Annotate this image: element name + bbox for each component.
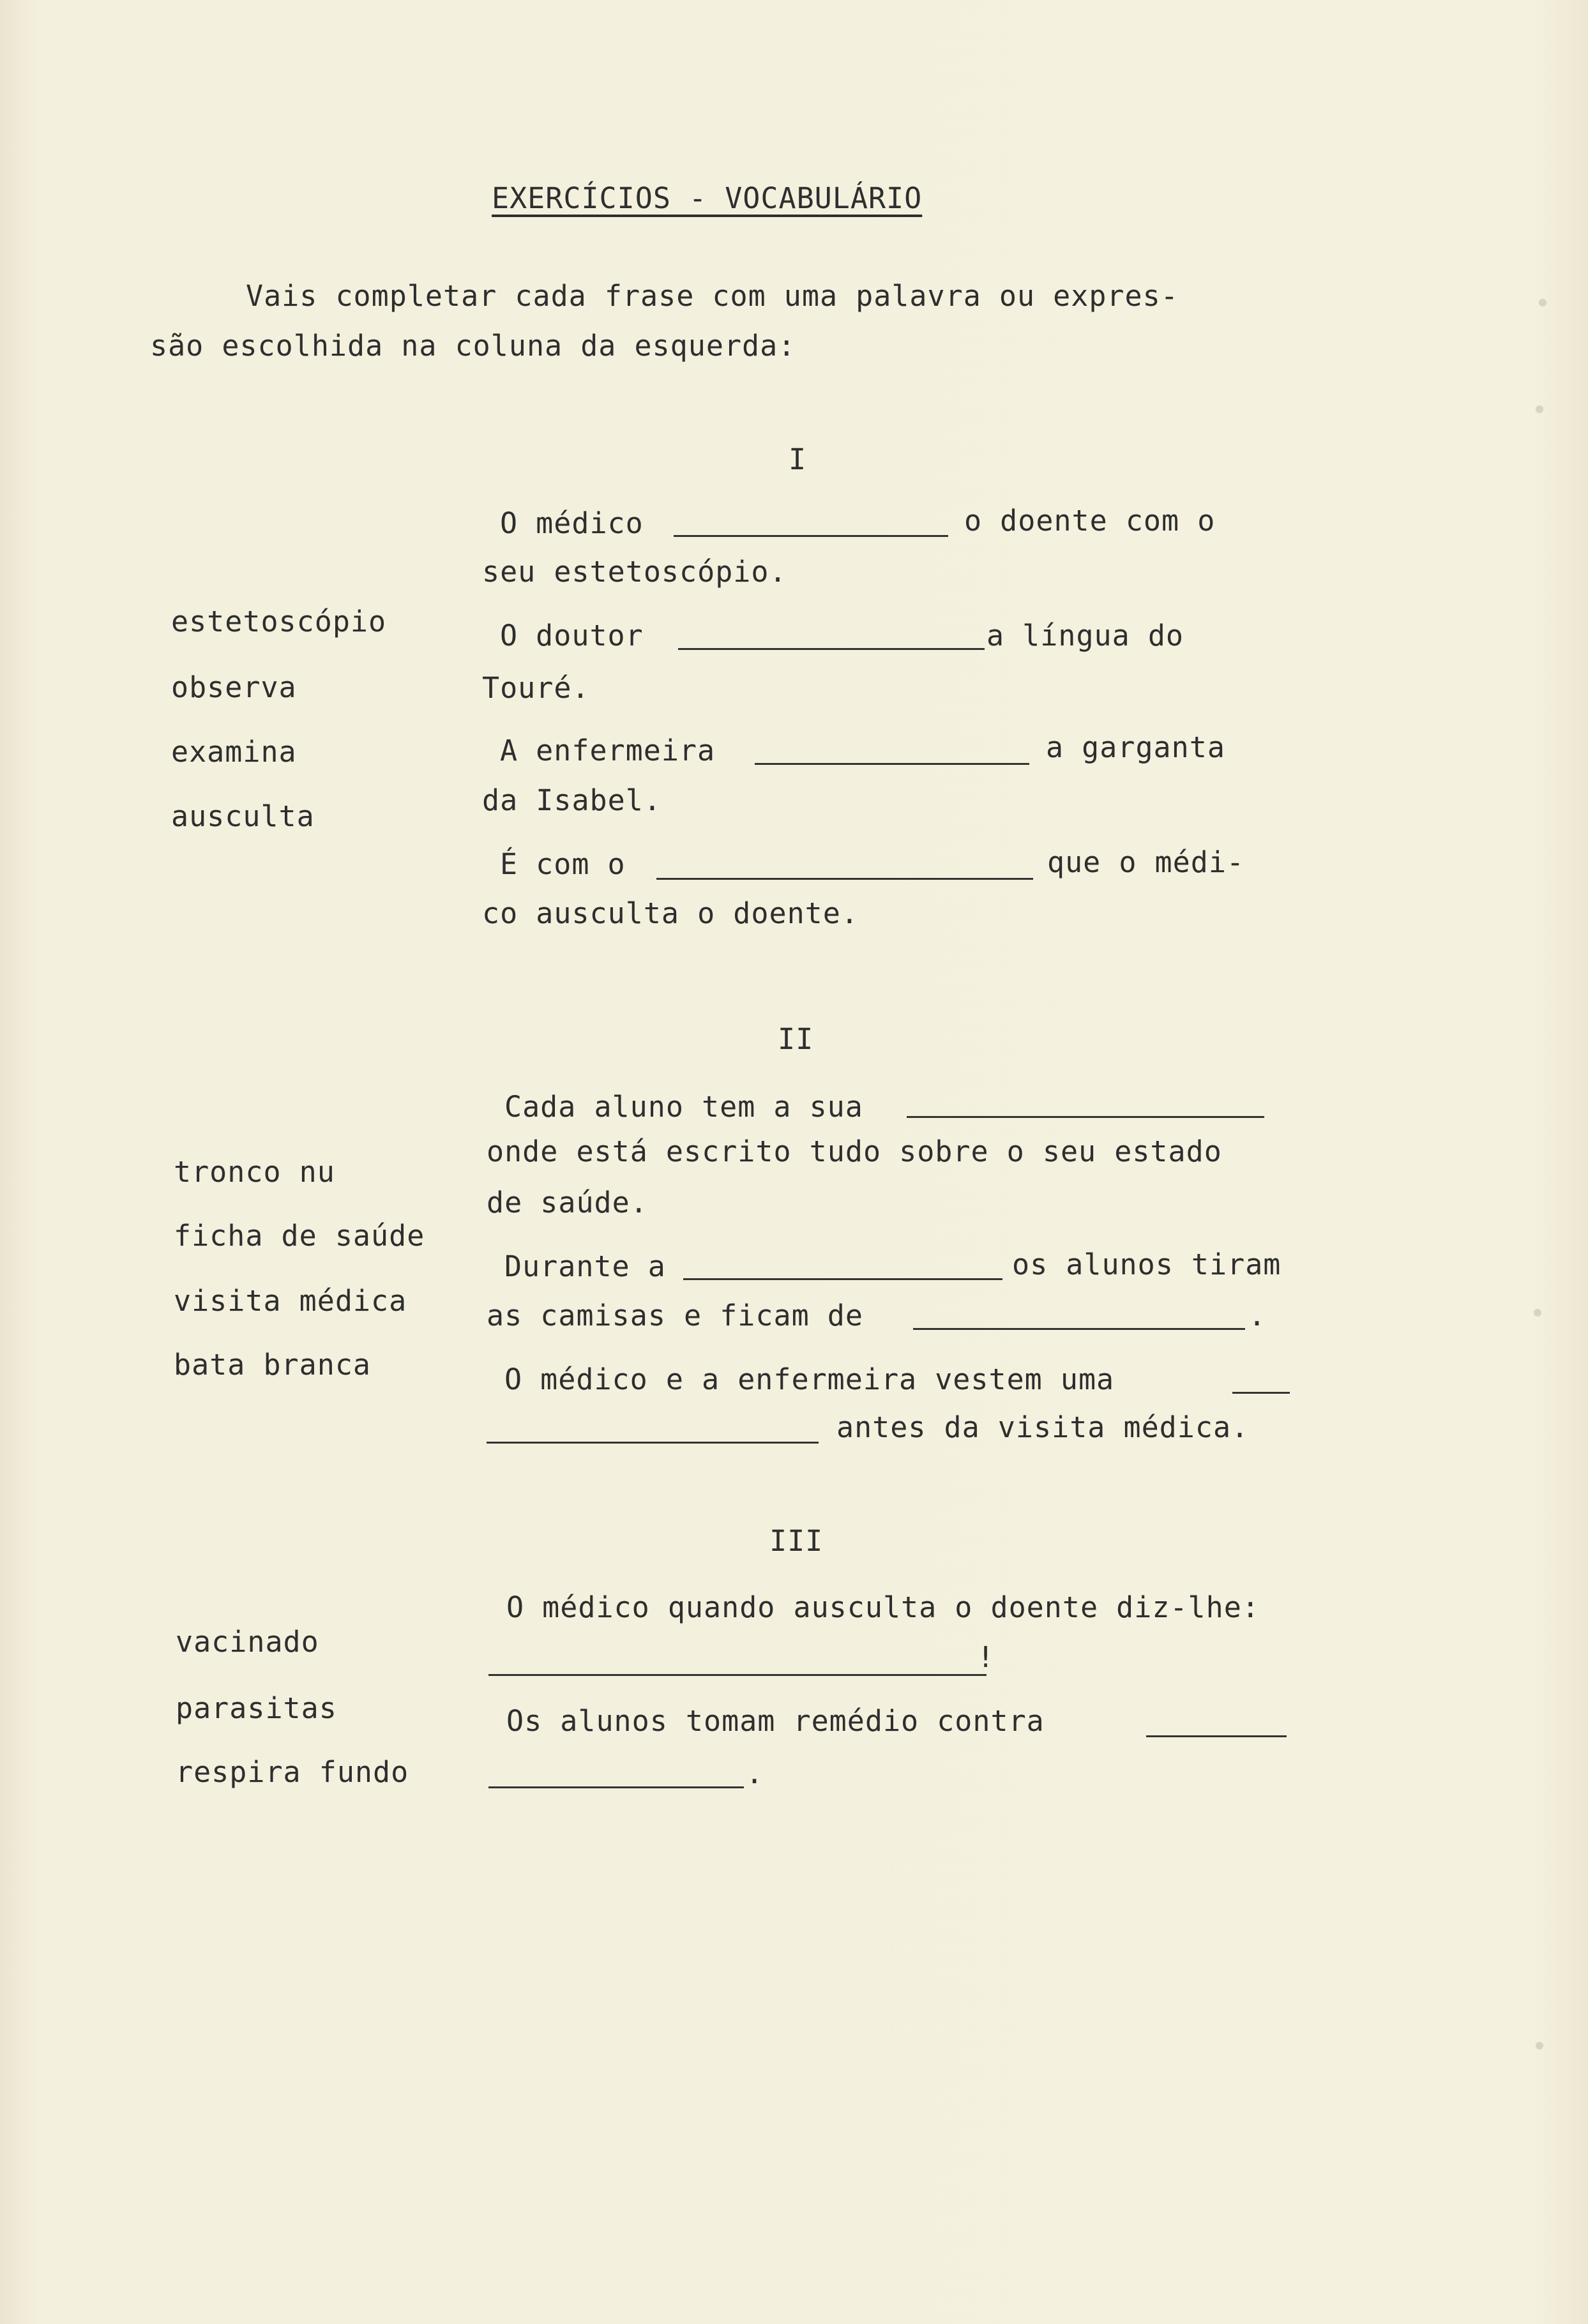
answer-blank[interactable] bbox=[907, 1116, 1264, 1118]
section-numeral: III bbox=[769, 1524, 824, 1558]
sentence-text: ! bbox=[977, 1640, 995, 1674]
punch-hole bbox=[1534, 1309, 1541, 1317]
sentence-text: Touré. bbox=[482, 671, 590, 705]
sentence-text: onde está escrito tudo sobre o seu estado bbox=[487, 1135, 1222, 1168]
punch-hole bbox=[1536, 2042, 1543, 2049]
section-numeral: II bbox=[778, 1022, 814, 1056]
word-option: tronco nu bbox=[174, 1155, 335, 1189]
word-option: observa bbox=[171, 670, 297, 704]
answer-blank[interactable] bbox=[488, 1786, 744, 1788]
sentence-text: O médico quando ausculta o doente diz-lhe: bbox=[506, 1590, 1260, 1624]
section-numeral: I bbox=[789, 442, 807, 476]
answer-blank[interactable] bbox=[1146, 1735, 1287, 1737]
sentence-text: antes da visita médica. bbox=[836, 1410, 1250, 1444]
word-option: respira fundo bbox=[176, 1755, 409, 1789]
answer-blank[interactable] bbox=[487, 1442, 819, 1444]
answer-blank[interactable] bbox=[1232, 1392, 1290, 1394]
sentence-text: co ausculta o doente. bbox=[482, 896, 859, 930]
word-option: visita médica bbox=[174, 1284, 407, 1318]
answer-blank[interactable] bbox=[656, 878, 1033, 880]
punch-hole bbox=[1536, 405, 1543, 413]
sentence-text: A enfermeira bbox=[500, 734, 716, 767]
word-option: parasitas bbox=[176, 1691, 337, 1725]
sentence-text: . bbox=[746, 1756, 764, 1790]
answer-blank[interactable] bbox=[674, 535, 948, 537]
answer-blank[interactable] bbox=[683, 1278, 1002, 1280]
sentence-text: Durante a bbox=[504, 1249, 666, 1283]
word-option: estetoscópio bbox=[171, 605, 387, 638]
sentence-text: de saúde. bbox=[487, 1186, 648, 1219]
sentence-text: da Isabel. bbox=[482, 783, 662, 817]
sentence-text: Cada aluno tem a sua bbox=[504, 1090, 863, 1124]
sentence-text: os alunos tiram bbox=[1012, 1248, 1282, 1281]
sentence-text: Os alunos tomam remédio contra bbox=[506, 1704, 1045, 1738]
answer-blank[interactable] bbox=[488, 1674, 987, 1676]
word-option: ausculta bbox=[171, 799, 315, 833]
answer-blank[interactable] bbox=[755, 763, 1029, 765]
sentence-text: a língua do bbox=[987, 619, 1184, 653]
word-option: vacinado bbox=[176, 1625, 319, 1659]
page-title: EXERCÍCIOS - VOCABULÁRIO bbox=[492, 181, 923, 215]
sentence-text: seu estetoscópio. bbox=[482, 555, 787, 589]
sentence-text: O médico e a enfermeira vestem uma bbox=[504, 1362, 1115, 1396]
sentence-text: O doutor bbox=[500, 619, 644, 653]
word-option: bata branca bbox=[174, 1348, 372, 1382]
instruction-line-2: são escolhida na coluna da esquerda: bbox=[150, 329, 796, 363]
word-option: ficha de saúde bbox=[174, 1219, 425, 1253]
sentence-text: que o médi- bbox=[1047, 845, 1245, 879]
sentence-text: as camisas e ficam de bbox=[487, 1299, 863, 1332]
punch-hole bbox=[1539, 299, 1546, 306]
word-option: examina bbox=[171, 735, 297, 769]
sentence-text: a garganta bbox=[1046, 730, 1225, 764]
sentence-text: É com o bbox=[500, 847, 626, 881]
sentence-text: o doente com o bbox=[964, 504, 1216, 538]
answer-blank[interactable] bbox=[913, 1328, 1245, 1330]
sentence-text: . bbox=[1248, 1299, 1267, 1332]
sentence-text: O médico bbox=[500, 506, 644, 540]
instruction-line-1: Vais completar cada frase com uma palavra ou expres- bbox=[246, 279, 1179, 313]
answer-blank[interactable] bbox=[678, 648, 985, 650]
